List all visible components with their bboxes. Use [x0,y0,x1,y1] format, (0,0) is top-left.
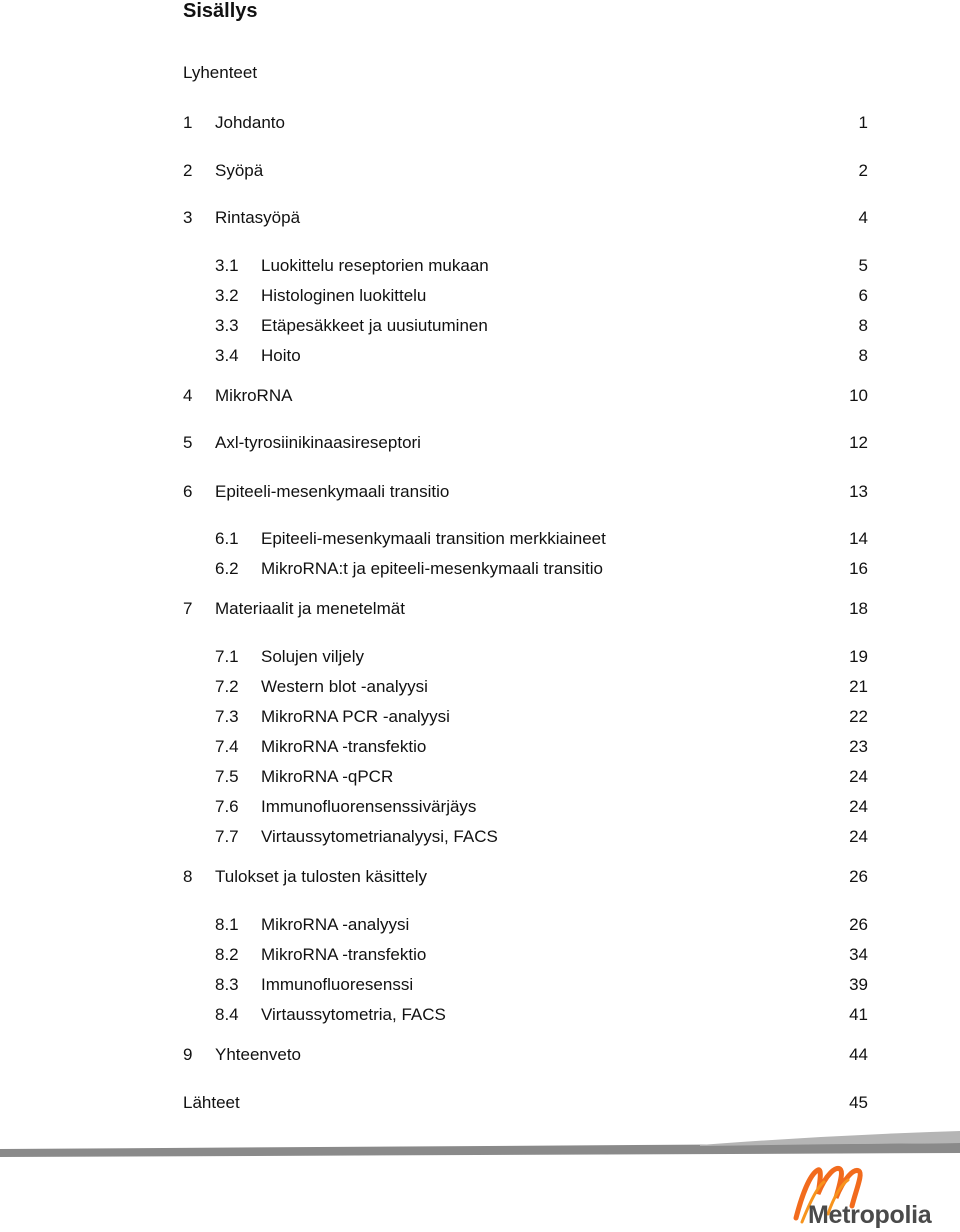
toc-entry-7-2[interactable] [183,675,868,699]
toc-entry-lahteet[interactable] [183,1091,868,1115]
toc-entry-9[interactable] [183,1043,868,1067]
toc-entry-label: Immunofluoresenssi [261,975,414,994]
toc-entry-number: 8.3 [215,975,239,994]
toc-entry-5[interactable] [183,431,868,455]
toc-entry-3-3[interactable] [183,314,868,338]
toc-entry-number: 1 [183,113,193,132]
toc-entry-label: Virtaussytometria, FACS [261,1005,446,1024]
toc-entry-3-4[interactable] [183,344,868,368]
toc-entry-number: 3 [183,208,193,227]
toc-entry-page: 41 [849,1005,868,1024]
toc-entry-label: MikroRNA -transfektio [261,945,427,964]
toc-entry-number: 7.6 [215,797,239,816]
toc-entry-label: Virtaussytometrianalyysi, FACS [261,827,498,846]
toc-entry-label: Tulokset ja tulosten käsittely [215,867,427,886]
toc-entry-4[interactable] [183,384,868,408]
toc-entry-6-1[interactable] [183,527,868,551]
toc-entry-label: Johdanto [215,113,285,132]
toc-entry-page: 2 [858,161,868,180]
toc-entry-page: 45 [849,1093,868,1112]
toc-entry-page: 6 [858,286,868,305]
toc-entry-number: 7 [183,599,193,618]
toc-entry-number: 6 [183,482,193,501]
toc-entry-page: 12 [849,433,868,452]
toc-entry-page: 4 [858,208,868,227]
toc-entry-page: 8 [858,316,868,335]
toc-entry-label: Solujen viljely [261,647,364,666]
toc-entry-label: Histologinen luokittelu [261,286,427,305]
toc-entry-number: 6.2 [215,559,239,578]
toc-entry-3[interactable] [183,206,868,230]
toc-entry-number: 3.2 [215,286,239,305]
toc-entry-number: 3.1 [215,256,239,275]
toc-entry-page: 22 [849,707,868,726]
toc-entry-page: 1 [858,113,868,132]
toc-entry-page: 13 [849,482,868,501]
toc-entry-number: 7.5 [215,767,239,786]
toc-entry-page: 44 [849,1045,868,1064]
toc-entry-page: 5 [858,256,868,275]
toc-entry-number: 8.1 [215,915,239,934]
toc-entry-label: MikroRNA -analyysi [261,915,410,934]
toc-entry-number: 8.4 [215,1005,239,1024]
toc-entry-7-7[interactable] [183,825,868,849]
toc-entry-page: 39 [849,975,868,994]
toc-entry-number: 7.2 [215,677,239,696]
toc-entry-7-5[interactable] [183,765,868,789]
toc-entry-number: 7.4 [215,737,239,756]
toc-entry-2[interactable] [183,159,868,183]
toc-entry-page: 16 [849,559,868,578]
toc-entry-page: 26 [849,915,868,934]
toc-entry-page: 24 [849,827,868,846]
toc-entry-label: Epiteeli-mesenkymaali transitio [215,482,450,501]
toc-entry-label: Materiaalit ja menetelmät [215,599,405,618]
toc-entry-number: 7.7 [215,827,239,846]
toc-entry-label: Luokittelu reseptorien mukaan [261,256,489,275]
toc-entry-lyhenteet[interactable] [183,61,868,85]
page-title: Sisällys [183,0,258,22]
toc-entry-page: 10 [849,386,868,405]
toc-entry-page: 23 [849,737,868,756]
toc-entry-6[interactable] [183,480,868,504]
toc-entry-number: 7.3 [215,707,239,726]
toc-entry-label: Rintasyöpä [215,208,301,227]
toc-entry-label: MikroRNA PCR -analyysi [261,707,450,726]
toc-entry-label: MikroRNA [215,386,293,405]
metropolia-logo-text: Metropolia [808,1201,932,1229]
toc-entry-number: 7.1 [215,647,239,666]
toc-entry-number: 6.1 [215,529,239,548]
toc-entry-page: 24 [849,797,868,816]
toc-entry-label: Lähteet [183,1093,240,1112]
toc-entry-page: 19 [849,647,868,666]
toc-entry-7[interactable] [183,597,868,621]
toc-entry-8-2[interactable] [183,943,868,967]
toc-entry-page: 34 [849,945,868,964]
toc-entry-7-1[interactable] [183,645,868,669]
toc-entry-label: Western blot -analyysi [261,677,428,696]
toc-entry-number: 5 [183,433,193,452]
toc-entry-7-6[interactable] [183,795,868,819]
toc-entry-label: Hoito [261,346,301,365]
toc-entry-label: Epiteeli-mesenkymaali transition merkkiaineet [261,529,606,548]
toc-entry-page: 26 [849,867,868,886]
toc-entry-page: 8 [858,346,868,365]
toc-entry-8-1[interactable] [183,913,868,937]
toc-entry-label: Yhteenveto [215,1045,302,1064]
toc-entry-7-3[interactable] [183,705,868,729]
toc-entry-number: 2 [183,161,193,180]
toc-entry-label: Lyhenteet [183,63,258,82]
toc-entry-label: MikroRNA -qPCR [261,767,394,786]
toc-entry-8-3[interactable] [183,973,868,997]
toc-entry-label: MikroRNA -transfektio [261,737,427,756]
toc-entry-number: 4 [183,386,193,405]
toc-entry-3-2[interactable] [183,284,868,308]
toc-entry-number: 3.3 [215,316,239,335]
toc-entry-8[interactable] [183,865,868,889]
toc-entry-7-4[interactable] [183,735,868,759]
toc-entry-8-4[interactable] [183,1003,868,1027]
toc-entry-number: 3.4 [215,346,239,365]
toc-entry-page: 21 [849,677,868,696]
toc-entry-number: 8.2 [215,945,239,964]
toc-entry-1[interactable] [183,111,868,135]
toc-entry-page: 14 [849,529,868,548]
toc-entry-number: 8 [183,867,193,886]
toc-entry-label: Axl-tyrosiinikinaasireseptori [215,433,421,452]
toc-entry-label: Syöpä [215,161,264,180]
toc-entry-page: 24 [849,767,868,786]
toc-entry-6-2[interactable] [183,557,868,581]
toc-entry-number: 9 [183,1045,193,1064]
toc-entry-label: Immunofluorensenssivärjäys [261,797,477,816]
toc-entry-page: 18 [849,599,868,618]
toc-entry-3-1[interactable] [183,254,868,278]
toc-entry-label: MikroRNA:t ja epiteeli-mesenkymaali transitio [261,559,604,578]
toc-entry-label: Etäpesäkkeet ja uusiutuminen [261,316,488,335]
